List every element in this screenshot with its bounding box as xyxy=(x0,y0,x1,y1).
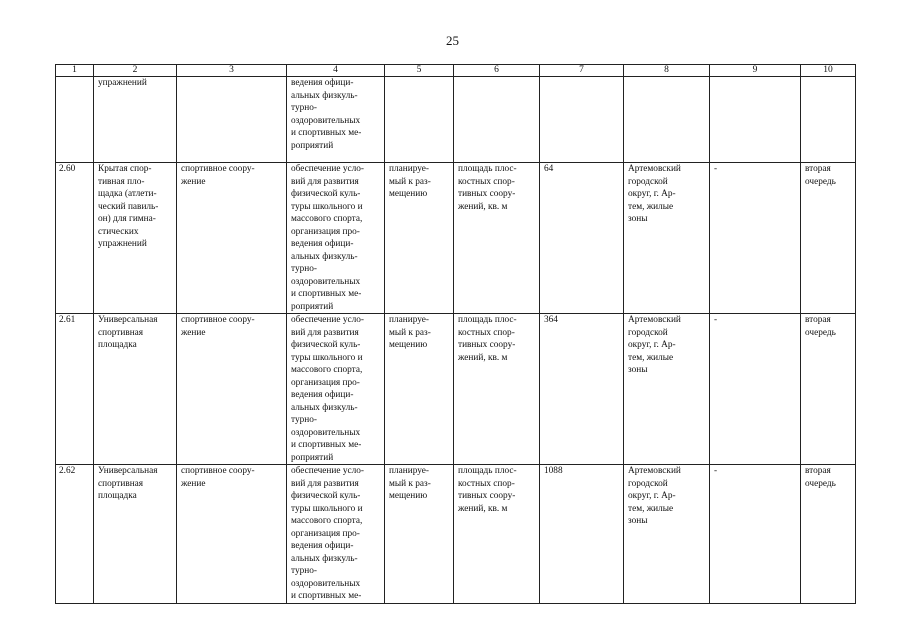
cell-stage: вторая очередь xyxy=(801,314,856,465)
cell-number: 2.61 xyxy=(56,314,94,465)
cell-stage: вторая очередь xyxy=(801,163,856,314)
column-number-10: 10 xyxy=(801,65,856,77)
cell-number: 2.60 xyxy=(56,163,94,314)
cell-object-type: спортивное соору- жение xyxy=(177,314,287,465)
table-header-row xyxy=(56,65,856,77)
cell-number xyxy=(56,77,94,163)
cell-location: Артемовский городской округ, г. Ар- тем, жилые зоны xyxy=(624,465,710,604)
cell-status: планируе- мый к раз- мещению xyxy=(385,465,454,604)
cell-zone: - xyxy=(710,314,801,465)
cell-zone xyxy=(710,77,801,163)
cell-object-name: Универсальная спортивная площадка xyxy=(94,314,177,465)
cell-object-name: упражнений xyxy=(94,77,177,163)
cell-zone: - xyxy=(710,163,801,314)
cell-object-name: Универсальная спортивная площадка xyxy=(94,465,177,604)
table-row xyxy=(56,314,856,465)
column-number-6: 6 xyxy=(454,65,540,77)
cell-purpose: ведения офици- альных физкуль- турно- оздоровительных и спортивных ме- роприятий xyxy=(287,77,385,163)
cell-object-type: спортивное соору- жение xyxy=(177,163,287,314)
column-number-3: 3 xyxy=(177,65,287,77)
cell-location: Артемовский городской округ, г. Ар- тем, жилые зоны xyxy=(624,314,710,465)
cell-stage xyxy=(801,77,856,163)
cell-purpose: обеспечение усло- вий для развития физической куль- туры школьного и массового спорта, организация про- ведения офици- альных физкуль- турно- оздоровительных и спортивных ме- xyxy=(287,465,385,604)
cell-purpose: обеспечение усло- вий для развития физической куль- туры школьного и массового спорта, организация про- ведения офици- альных физкуль- турно- оздоровительных и спортивных ме- роприятий xyxy=(287,163,385,314)
cell-stage: вторая очередь xyxy=(801,465,856,604)
cell-status xyxy=(385,77,454,163)
cell-indicator xyxy=(454,77,540,163)
cell-object-type: спортивное соору- жение xyxy=(177,465,287,604)
page-number: 25 xyxy=(446,33,459,48)
cell-number: 2.62 xyxy=(56,465,94,604)
column-number-8: 8 xyxy=(624,65,710,77)
cell-value: 64 xyxy=(540,163,624,314)
table-row xyxy=(56,163,856,314)
cell-indicator: площадь плос- костных спор- тивных соору- жений, кв. м xyxy=(454,465,540,604)
cell-zone: - xyxy=(710,465,801,604)
cell-value: 1088 xyxy=(540,465,624,604)
column-number-5: 5 xyxy=(385,65,454,77)
cell-object-type xyxy=(177,77,287,163)
cell-location xyxy=(624,77,710,163)
cell-purpose: обеспечение усло- вий для развития физической куль- туры школьного и массового спорта, организация про- ведения офици- альных физкуль- турно- оздоровительных и спортивных ме- роприятий xyxy=(287,314,385,465)
column-number-2: 2 xyxy=(94,65,177,77)
column-number-1: 1 xyxy=(56,65,94,77)
cell-value: 364 xyxy=(540,314,624,465)
planning-table xyxy=(55,64,856,604)
column-number-4: 4 xyxy=(287,65,385,77)
table-row xyxy=(56,465,856,604)
column-number-9: 9 xyxy=(710,65,801,77)
cell-value xyxy=(540,77,624,163)
table-row xyxy=(56,77,856,163)
column-number-7: 7 xyxy=(540,65,624,77)
cell-object-name: Крытая спор- тивная пло- щадка (атлети- ческий павиль- он) для гимна- стических упражнений xyxy=(94,163,177,314)
cell-location: Артемовский городской округ, г. Ар- тем, жилые зоны xyxy=(624,163,710,314)
cell-status: планируе- мый к раз- мещению xyxy=(385,163,454,314)
cell-status: планируе- мый к раз- мещению xyxy=(385,314,454,465)
cell-indicator: площадь плос- костных спор- тивных соору- жений, кв. м xyxy=(454,163,540,314)
cell-indicator: площадь плос- костных спор- тивных соору- жений, кв. м xyxy=(454,314,540,465)
